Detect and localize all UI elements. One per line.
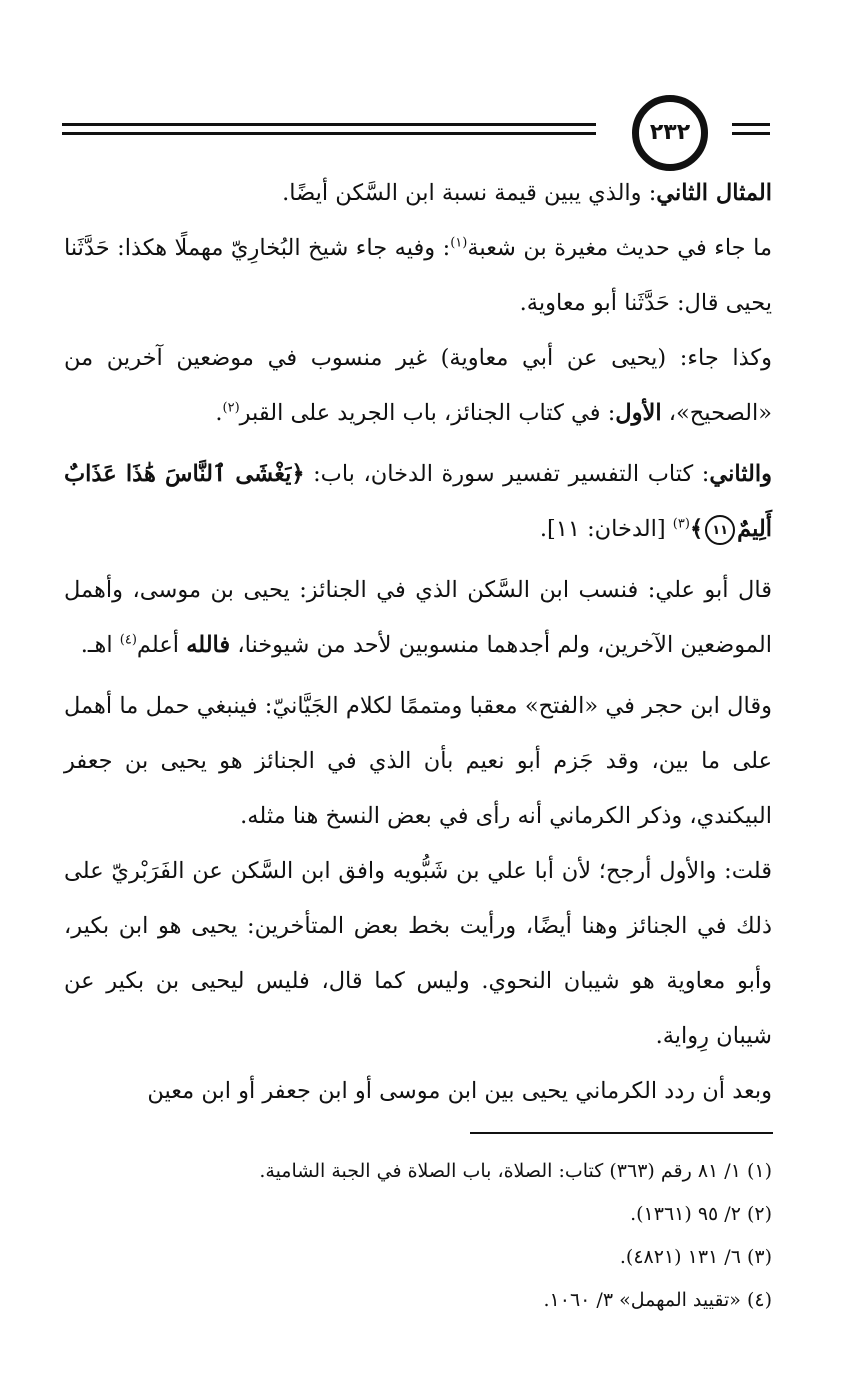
- footnote-1: (١) ١/ ٨١ رقم (٣٦٣) كتاب: الصلاة، باب الصلاة في الجبة الشامية.: [259, 1160, 772, 1182]
- paragraph-author-opinion: [64, 844, 772, 1064]
- paragraph-text: قلت: والأول أرجح؛ لأن أبا علي بن شَبُّويه وافق ابن السَّكن عن الفَرَبْريّ على ذلك في الجنائز وهنا أيضًا، ورأيت بخط بعض المتأخرين: يحيى هو ابن بكير، وأبو معاوية هو شيبان النحوي. وليس كما قال، فليس ليحيى بن بكير عن شيبان رِواية.: [64, 858, 772, 1049]
- paragraph-text: .: [215, 400, 223, 426]
- paragraph-ibn-hajar: [64, 679, 772, 844]
- ayah-number-marker: ١١: [705, 515, 735, 545]
- paragraph-text: [الدخان: ١١].: [539, 516, 673, 542]
- allah-word: فالله: [186, 632, 231, 658]
- page-number-badge: [632, 95, 708, 171]
- paragraph-text: : والذي يبين قيمة نسبة ابن السَّكن أيضًا.: [282, 180, 657, 206]
- paragraph-text: وبعد أن ردد الكرماني يحيى بين ابن موسى أو ابن جعفر أو ابن معين: [147, 1078, 772, 1104]
- paragraph-mughira-hadith: [64, 221, 772, 331]
- paragraph-abu-ali: [64, 563, 772, 673]
- footnote-4: (٤) «تقييد المهمل» ٣/ ١٠٦٠.: [543, 1289, 772, 1311]
- header-rule-right-bottom: [732, 132, 770, 135]
- example-heading: المثال الثاني: [656, 180, 772, 206]
- footnote-separator: [470, 1132, 773, 1134]
- header-rule-right-top: [732, 123, 770, 126]
- first-label: الأول: [615, 400, 662, 426]
- footnote-ref-2: (٢): [222, 400, 240, 416]
- footnote-ref-4: (٤): [119, 632, 137, 648]
- paragraph-text: أعلم: [136, 632, 187, 658]
- footnote-ref-1: (١): [450, 235, 468, 251]
- paragraph-two-places: [64, 331, 772, 441]
- paragraph-second-example: [64, 166, 772, 221]
- page-header: [62, 95, 770, 161]
- paragraph-text: : في كتاب الجنائز، باب الجريد على القبر: [239, 400, 616, 426]
- page-number: ٢٣٢: [649, 120, 691, 145]
- quran-verse: يَغْشَى ٱلنَّاسَ هَٰذَا عَذَابٌ أَلِيمٌ: [64, 461, 772, 542]
- second-label: والثاني: [709, 461, 772, 487]
- paragraph-text: : وفيه جاء شيخ البُخارِيّ مهملًا هكذا: حَدَّثَنا يحيى قال: حَدَّثَنا أبو معاوية.: [64, 235, 772, 316]
- quran-bracket-close: ﴾: [689, 516, 704, 542]
- footnote-3: (٣) ٦/ ١٣١ (٤٨٢١).: [619, 1246, 772, 1268]
- footnotes: [64, 1150, 772, 1322]
- paragraph-text: اهـ.: [80, 632, 120, 658]
- header-rule-top: [62, 123, 596, 126]
- footnote-2: (٢) ٢/ ٩٥ (١٣٦١).: [630, 1203, 772, 1225]
- paragraph-text: وكذا جاء: (يحيى عن أبي معاوية) غير منسوب في موضعين آخرين من «الصحيح»،: [64, 345, 772, 426]
- paragraph-text: ما جاء في حديث مغيرة بن شعبة: [467, 235, 772, 261]
- paragraph-text: : كتاب التفسير تفسير سورة الدخان، باب:: [304, 461, 710, 487]
- paragraph-second-place: [64, 447, 772, 557]
- paragraph-text: قال أبو علي: فنسب ابن السَّكن الذي في الجنائز: يحيى بن موسى، وأهمل الموضعين الآخرين، ولم أجدهما منسوبين لأحد من شيوخنا،: [64, 577, 772, 658]
- paragraph-text: وقال ابن حجر في «الفتح» معقبا ومتممًا لكلام الجَيَّانيّ: فينبغي حمل ما أهمل على ما بين، وقد جَزم أبو نعيم بأن الذي في الجنائز هو يحيى بن جعفر البيكندي، وذكر الكرماني أنه رأى في بعض النسخ هنا مثله.: [64, 693, 772, 829]
- quran-bracket-open: ﴿: [291, 461, 305, 487]
- header-rule-bottom: [62, 132, 596, 135]
- footnote-ref-3: (٣): [672, 516, 690, 532]
- paragraph-kirmani: [64, 1064, 772, 1119]
- main-text: [64, 166, 772, 1119]
